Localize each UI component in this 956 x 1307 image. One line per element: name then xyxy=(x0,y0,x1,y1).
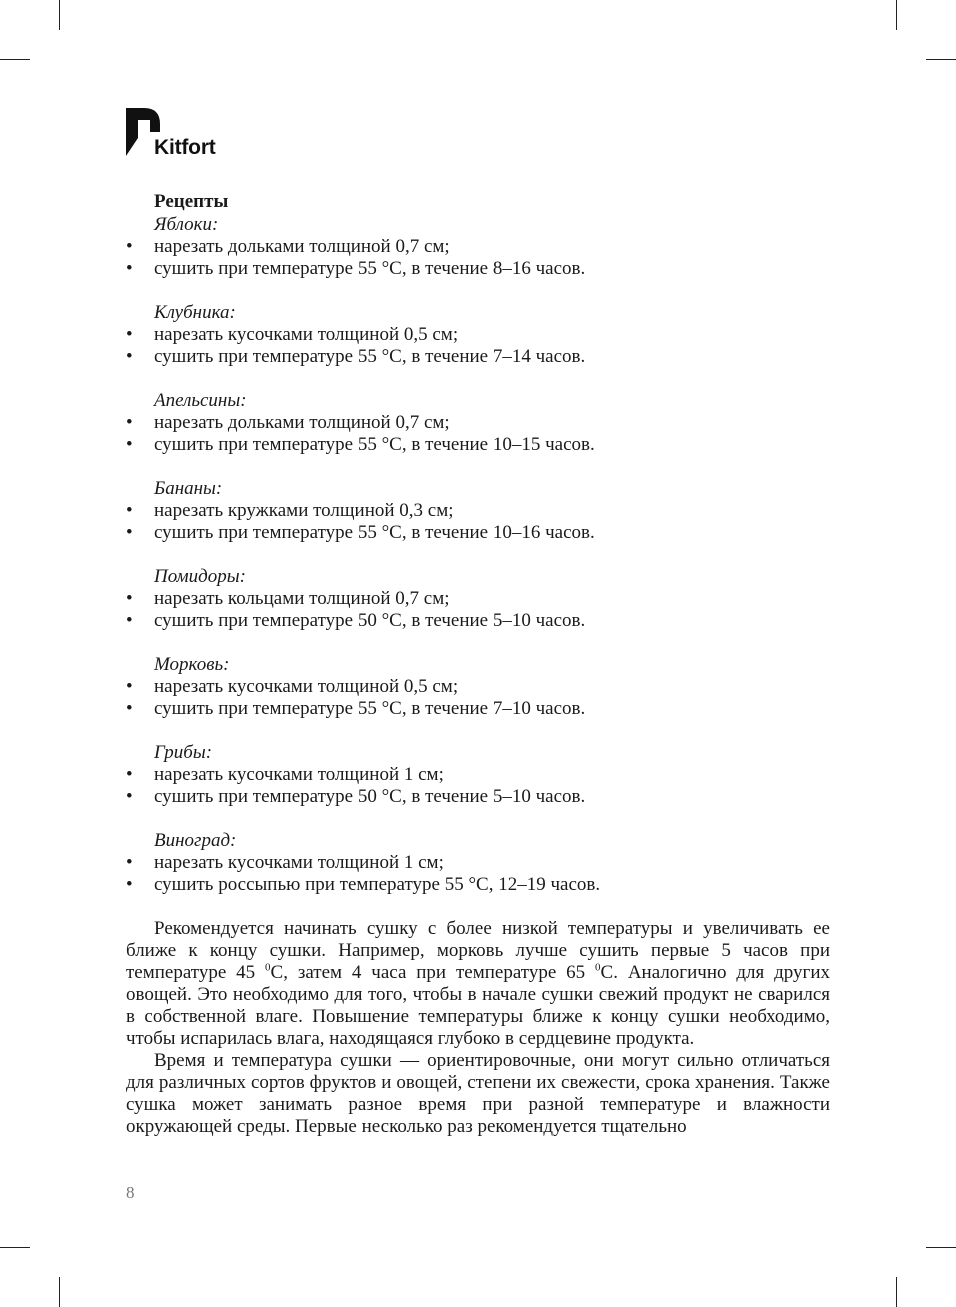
recipe-step xyxy=(126,610,830,632)
recipe-step xyxy=(126,346,830,368)
page-content xyxy=(126,186,830,1138)
recipe-step-text: сушить при температуре 55 °С, в течение 8–16 часов. xyxy=(154,258,586,279)
recipe-name: Апельсины: xyxy=(154,390,247,411)
recipe-block xyxy=(126,390,830,456)
bullet-icon: • xyxy=(126,874,133,895)
recipe-name: Морковь: xyxy=(154,654,230,675)
crop-mark xyxy=(896,1277,897,1307)
recipe-step xyxy=(126,786,830,808)
page-number: 8 xyxy=(126,1183,135,1202)
degree-superscript: 0 xyxy=(595,961,601,974)
paragraph-1-text-2: С, затем 4 часа при температуре 65 xyxy=(270,962,596,983)
bullet-icon: • xyxy=(126,698,133,719)
recipe-name: Клубника: xyxy=(154,302,236,323)
recipe-step xyxy=(126,764,830,786)
crop-mark xyxy=(896,0,897,30)
bullet-icon: • xyxy=(126,610,133,631)
brand-name: Kitfort xyxy=(154,136,216,159)
recipe-step-text: нарезать дольками толщиной 0,7 см; xyxy=(154,412,450,433)
recipe-step xyxy=(126,258,830,280)
paragraph-2: Время и температура сушки — ориентировочные, они могут сильно отличаться для различных сортов фруктов и овощей, степени их свежести, срока хранения. Также сушка может занимать разное время при разной температуре и влажности окружающей среды. Первые несколько раз рекомендуется тщательно xyxy=(126,1050,830,1137)
recipe-step-text: нарезать кусочками толщиной 1 см; xyxy=(154,852,444,873)
recipe-step-text: нарезать кусочками толщиной 0,5 см; xyxy=(154,676,459,697)
degree-superscript: 0 xyxy=(265,961,271,974)
recipe-step-text: нарезать дольками толщиной 0,7 см; xyxy=(154,236,450,257)
bullet-icon: • xyxy=(126,852,133,873)
crop-mark xyxy=(926,1247,956,1248)
recipe-step xyxy=(126,852,830,874)
paragraph-1 xyxy=(126,918,830,1050)
recipe-step-text: сушить при температуре 50 °С, в течение 5–10 часов. xyxy=(154,786,586,807)
recipe-step-text: сушить при температуре 55 °С, в течение 7–14 часов. xyxy=(154,346,586,367)
paragraph-1-text-3: С. Аналогично для других овощей. Это необходимо для того, чтобы в начале сушки свежий продукт не сварился в собственной влаге. Повышение температуры ближе к концу сушки необходимо, чтобы испарилась влага, находящаяся глубоко в сердцевине продукта. xyxy=(126,962,831,1049)
bullet-icon: • xyxy=(126,676,133,697)
bullet-icon: • xyxy=(126,522,133,543)
recipe-step-text: сушить при температуре 50 °С, в течение 5–10 часов. xyxy=(154,610,586,631)
bullet-icon: • xyxy=(126,588,133,609)
recipe-block xyxy=(126,742,830,808)
recipe-step-text: нарезать кусочками толщиной 0,5 см; xyxy=(154,324,459,345)
bullet-icon: • xyxy=(126,236,133,257)
recipe-step-text: сушить при температуре 55 °С, в течение 10–15 часов. xyxy=(154,434,595,455)
recipe-block xyxy=(126,478,830,544)
section-title: Рецепты xyxy=(154,191,229,212)
recipe-step xyxy=(126,434,830,456)
kitfort-logo xyxy=(126,108,246,158)
recipe-step-text: сушить при температуре 55 °С, в течение 7–10 часов. xyxy=(154,698,586,719)
crop-mark xyxy=(59,1277,60,1307)
recipe-name: Бананы: xyxy=(154,478,223,499)
recipe-block xyxy=(126,654,830,720)
recipe-name: Помидоры: xyxy=(154,566,246,587)
recipe-block xyxy=(126,214,830,280)
recipe-step xyxy=(126,236,830,258)
bullet-icon: • xyxy=(126,258,133,279)
recipe-name: Виноград: xyxy=(154,830,237,851)
recipe-step-text: нарезать кружками толщиной 0,3 см; xyxy=(154,500,454,521)
crop-mark xyxy=(0,1247,30,1248)
recipe-step xyxy=(126,522,830,544)
recipe-block xyxy=(126,302,830,368)
recipe-step xyxy=(126,412,830,434)
crop-mark xyxy=(926,59,956,60)
recipe-block xyxy=(126,830,830,896)
recipe-block xyxy=(126,566,830,632)
paragraph-1-text-1: Рекомендуется начинать сушку с более низкой температуры и увеличивать ее ближе к концу сушки. Например, морковь лучше сушить первые 5 часов при температуре 45 xyxy=(126,918,830,983)
recipe-list xyxy=(126,214,830,896)
recipe-step xyxy=(126,698,830,720)
recipe-step xyxy=(126,874,830,896)
recipe-step xyxy=(126,324,830,346)
recipe-step xyxy=(126,588,830,610)
bullet-icon: • xyxy=(126,786,133,807)
recipe-step-text: нарезать кусочками толщиной 1 см; xyxy=(154,764,444,785)
bullet-icon: • xyxy=(126,764,133,785)
bullet-icon: • xyxy=(126,324,133,345)
recipe-step xyxy=(126,676,830,698)
recipe-name: Грибы: xyxy=(154,742,213,763)
crop-mark xyxy=(0,59,30,60)
recipe-step-text: сушить россыпью при температуре 55 °С, 12–19 часов. xyxy=(154,874,601,895)
recipe-step-text: нарезать кольцами толщиной 0,7 см; xyxy=(154,588,450,609)
recipe-step xyxy=(126,500,830,522)
bullet-icon: • xyxy=(126,412,133,433)
bullet-icon: • xyxy=(126,434,133,455)
recipe-step-text: сушить при температуре 55 °С, в течение 10–16 часов. xyxy=(154,522,595,543)
crop-mark xyxy=(59,0,60,30)
bullet-icon: • xyxy=(126,346,133,367)
recipe-name: Яблоки: xyxy=(154,214,219,235)
bullet-icon: • xyxy=(126,500,133,521)
